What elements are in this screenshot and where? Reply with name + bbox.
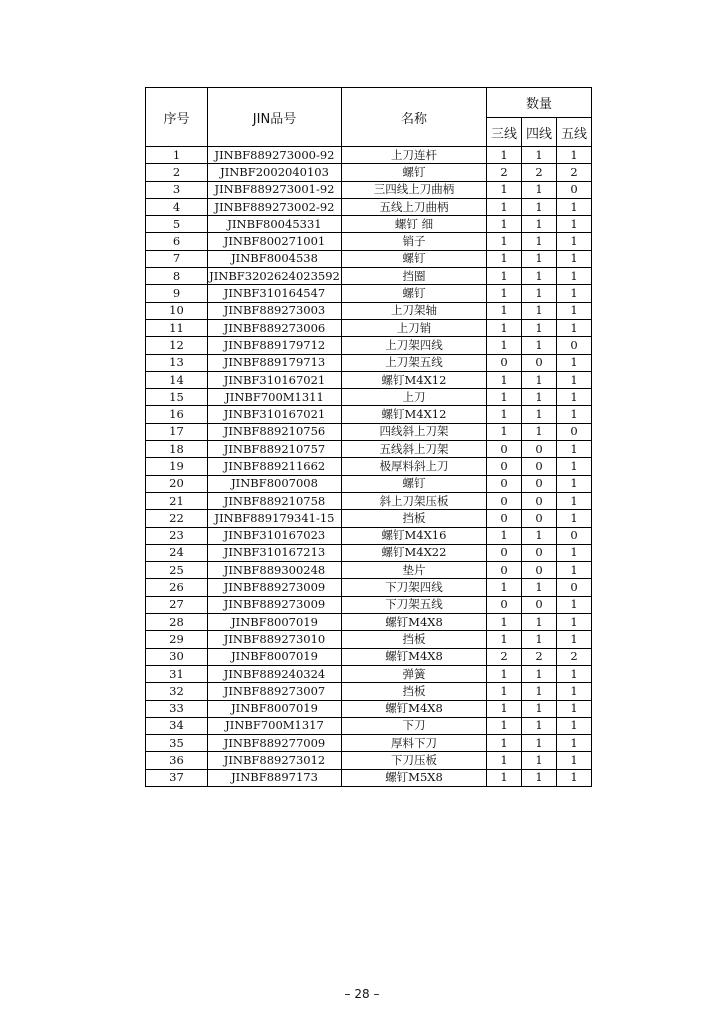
cell-part-no: JINBF889273009 <box>208 596 342 613</box>
cell-qty-five-line: 1 <box>557 717 592 734</box>
table-row <box>146 527 592 544</box>
cell-index: 17 <box>146 423 208 440</box>
cell-qty-three-line: 1 <box>487 631 522 648</box>
cell-qty-four-line: 1 <box>522 181 557 198</box>
cell-qty-five-line: 2 <box>557 164 592 181</box>
cell-part-no: JINBF889210758 <box>208 492 342 509</box>
cell-name: 螺钉M4X8 <box>342 700 487 717</box>
cell-qty-three-line: 1 <box>487 700 522 717</box>
table-row <box>146 423 592 440</box>
header-row-top <box>146 88 592 118</box>
cell-name: 螺钉M4X16 <box>342 527 487 544</box>
cell-qty-five-line: 1 <box>557 631 592 648</box>
cell-name: 四线斜上刀架 <box>342 423 487 440</box>
table-row <box>146 596 592 613</box>
cell-qty-three-line: 0 <box>487 441 522 458</box>
cell-qty-four-line: 0 <box>522 562 557 579</box>
cell-qty-five-line: 1 <box>557 371 592 388</box>
cell-qty-four-line: 1 <box>522 665 557 682</box>
cell-qty-three-line: 1 <box>487 423 522 440</box>
cell-qty-three-line: 0 <box>487 354 522 371</box>
cell-part-no: JINBF8007008 <box>208 475 342 492</box>
cell-name: 上刀架五线 <box>342 354 487 371</box>
cell-name: 上刀销 <box>342 319 487 336</box>
cell-index: 18 <box>146 441 208 458</box>
page-number: – 28 – <box>344 987 380 1001</box>
table-row <box>146 181 592 198</box>
cell-name: 螺钉M4X8 <box>342 614 487 631</box>
cell-qty-five-line: 1 <box>557 198 592 215</box>
table-row <box>146 371 592 388</box>
cell-qty-three-line: 1 <box>487 665 522 682</box>
cell-name: 下刀压板 <box>342 752 487 769</box>
cell-qty-five-line: 2 <box>557 648 592 665</box>
cell-qty-three-line: 1 <box>487 527 522 544</box>
cell-part-no: JINBF8007019 <box>208 648 342 665</box>
table-header <box>146 88 592 147</box>
table-row <box>146 233 592 250</box>
cell-qty-five-line: 1 <box>557 665 592 682</box>
cell-qty-five-line: 1 <box>557 354 592 371</box>
cell-index: 27 <box>146 596 208 613</box>
cell-index: 9 <box>146 285 208 302</box>
cell-qty-five-line: 0 <box>557 579 592 596</box>
cell-qty-five-line: 0 <box>557 423 592 440</box>
cell-qty-five-line: 1 <box>557 268 592 285</box>
cell-index: 15 <box>146 389 208 406</box>
cell-qty-five-line: 1 <box>557 544 592 561</box>
cell-part-no: JINBF889240324 <box>208 665 342 682</box>
cell-qty-three-line: 1 <box>487 406 522 423</box>
cell-part-no: JINBF889210756 <box>208 423 342 440</box>
cell-name: 挡板 <box>342 631 487 648</box>
cell-qty-three-line: 1 <box>487 769 522 786</box>
cell-name: 下刀 <box>342 717 487 734</box>
cell-name: 销子 <box>342 233 487 250</box>
cell-qty-four-line: 1 <box>522 268 557 285</box>
cell-name: 下刀架五线 <box>342 596 487 613</box>
cell-qty-four-line: 1 <box>522 700 557 717</box>
cell-part-no: JINBF8004538 <box>208 250 342 267</box>
cell-name: 挡板 <box>342 683 487 700</box>
cell-qty-five-line: 1 <box>557 458 592 475</box>
cell-name: 上刀架四线 <box>342 337 487 354</box>
cell-name: 上刀 <box>342 389 487 406</box>
cell-index: 12 <box>146 337 208 354</box>
cell-qty-four-line: 1 <box>522 579 557 596</box>
cell-qty-four-line: 0 <box>522 475 557 492</box>
cell-part-no: JINBF889273010 <box>208 631 342 648</box>
cell-part-no: JINBF310164547 <box>208 285 342 302</box>
cell-qty-four-line: 1 <box>522 423 557 440</box>
cell-part-no: JINBF8897173 <box>208 769 342 786</box>
table-row <box>146 492 592 509</box>
table-row <box>146 700 592 717</box>
cell-qty-five-line: 1 <box>557 596 592 613</box>
cell-index: 32 <box>146 683 208 700</box>
cell-index: 35 <box>146 735 208 752</box>
table-row <box>146 769 592 786</box>
cell-qty-four-line: 1 <box>522 406 557 423</box>
table-row <box>146 406 592 423</box>
cell-part-no: JINBF889211662 <box>208 458 342 475</box>
table-row <box>146 735 592 752</box>
cell-name: 螺钉 <box>342 164 487 181</box>
table-row <box>146 579 592 596</box>
cell-qty-five-line: 1 <box>557 441 592 458</box>
table-row <box>146 147 592 164</box>
cell-qty-three-line: 2 <box>487 648 522 665</box>
cell-name: 螺钉M4X12 <box>342 371 487 388</box>
cell-part-no: JINBF8007019 <box>208 614 342 631</box>
cell-qty-five-line: 1 <box>557 285 592 302</box>
table-row <box>146 164 592 181</box>
cell-qty-five-line: 1 <box>557 752 592 769</box>
cell-qty-four-line: 1 <box>522 319 557 336</box>
cell-qty-five-line: 1 <box>557 233 592 250</box>
cell-index: 19 <box>146 458 208 475</box>
cell-qty-three-line: 1 <box>487 389 522 406</box>
table-row <box>146 614 592 631</box>
cell-name: 五线斜上刀架 <box>342 441 487 458</box>
cell-index: 30 <box>146 648 208 665</box>
cell-part-no: JINBF700M1311 <box>208 389 342 406</box>
cell-qty-four-line: 1 <box>522 285 557 302</box>
cell-qty-three-line: 0 <box>487 475 522 492</box>
cell-name: 螺钉 <box>342 475 487 492</box>
cell-qty-three-line: 1 <box>487 717 522 734</box>
table-row <box>146 198 592 215</box>
table-row <box>146 337 592 354</box>
cell-qty-three-line: 2 <box>487 164 522 181</box>
cell-qty-three-line: 1 <box>487 233 522 250</box>
cell-name: 螺钉M4X8 <box>342 648 487 665</box>
cell-qty-four-line: 1 <box>522 302 557 319</box>
header-three-line: 三线 <box>487 118 522 147</box>
cell-part-no: JINBF80045331 <box>208 216 342 233</box>
cell-part-no: JINBF889273006 <box>208 319 342 336</box>
cell-qty-five-line: 1 <box>557 216 592 233</box>
cell-index: 23 <box>146 527 208 544</box>
cell-name: 上刀架轴 <box>342 302 487 319</box>
cell-index: 25 <box>146 562 208 579</box>
cell-qty-four-line: 0 <box>522 354 557 371</box>
cell-index: 4 <box>146 198 208 215</box>
cell-index: 26 <box>146 579 208 596</box>
cell-index: 10 <box>146 302 208 319</box>
cell-qty-four-line: 1 <box>522 198 557 215</box>
cell-qty-four-line: 0 <box>522 544 557 561</box>
cell-part-no: JINBF889179341-15 <box>208 510 342 527</box>
table-row <box>146 562 592 579</box>
cell-qty-four-line: 1 <box>522 631 557 648</box>
cell-index: 2 <box>146 164 208 181</box>
cell-qty-five-line: 1 <box>557 389 592 406</box>
cell-qty-four-line: 1 <box>522 527 557 544</box>
cell-qty-three-line: 1 <box>487 319 522 336</box>
cell-qty-four-line: 0 <box>522 441 557 458</box>
cell-part-no: JINBF889273001-92 <box>208 181 342 198</box>
header-five-line: 五线 <box>557 118 592 147</box>
table-row <box>146 752 592 769</box>
table-row <box>146 354 592 371</box>
cell-name: 斜上刀架压板 <box>342 492 487 509</box>
cell-part-no: JINBF889277009 <box>208 735 342 752</box>
cell-qty-five-line: 1 <box>557 562 592 579</box>
cell-index: 24 <box>146 544 208 561</box>
cell-qty-three-line: 1 <box>487 302 522 319</box>
cell-qty-three-line: 0 <box>487 510 522 527</box>
cell-qty-four-line: 1 <box>522 614 557 631</box>
cell-qty-five-line: 0 <box>557 337 592 354</box>
cell-qty-five-line: 1 <box>557 475 592 492</box>
table-row <box>146 389 592 406</box>
cell-qty-three-line: 0 <box>487 596 522 613</box>
cell-index: 29 <box>146 631 208 648</box>
cell-qty-four-line: 2 <box>522 164 557 181</box>
cell-qty-five-line: 1 <box>557 250 592 267</box>
cell-index: 22 <box>146 510 208 527</box>
cell-part-no: JINBF310167021 <box>208 406 342 423</box>
cell-name: 挡板 <box>342 510 487 527</box>
header-four-line: 四线 <box>522 118 557 147</box>
cell-index: 6 <box>146 233 208 250</box>
cell-qty-four-line: 1 <box>522 769 557 786</box>
cell-qty-three-line: 0 <box>487 458 522 475</box>
cell-part-no: JINBF889273003 <box>208 302 342 319</box>
cell-qty-five-line: 1 <box>557 769 592 786</box>
cell-qty-four-line: 2 <box>522 648 557 665</box>
cell-index: 5 <box>146 216 208 233</box>
cell-qty-four-line: 0 <box>522 596 557 613</box>
table-row <box>146 302 592 319</box>
cell-index: 1 <box>146 147 208 164</box>
cell-qty-three-line: 1 <box>487 683 522 700</box>
table-row <box>146 250 592 267</box>
cell-qty-four-line: 1 <box>522 389 557 406</box>
cell-name: 极厚料斜上刀 <box>342 458 487 475</box>
cell-qty-three-line: 1 <box>487 268 522 285</box>
cell-qty-three-line: 1 <box>487 752 522 769</box>
cell-qty-five-line: 1 <box>557 302 592 319</box>
cell-index: 33 <box>146 700 208 717</box>
cell-index: 11 <box>146 319 208 336</box>
cell-qty-five-line: 1 <box>557 319 592 336</box>
cell-part-no: JINBF3202624023592 <box>208 268 342 285</box>
cell-qty-four-line: 1 <box>522 683 557 700</box>
cell-part-no: JINBF889210757 <box>208 441 342 458</box>
cell-part-no: JINBF889273000-92 <box>208 147 342 164</box>
cell-index: 3 <box>146 181 208 198</box>
cell-index: 13 <box>146 354 208 371</box>
cell-qty-four-line: 1 <box>522 250 557 267</box>
cell-qty-five-line: 1 <box>557 492 592 509</box>
cell-qty-three-line: 1 <box>487 579 522 596</box>
table-row <box>146 216 592 233</box>
table-row <box>146 683 592 700</box>
cell-qty-three-line: 1 <box>487 285 522 302</box>
cell-qty-four-line: 0 <box>522 458 557 475</box>
cell-index: 28 <box>146 614 208 631</box>
cell-qty-three-line: 1 <box>487 216 522 233</box>
cell-part-no: JINBF310167021 <box>208 371 342 388</box>
table-row <box>146 544 592 561</box>
cell-qty-four-line: 1 <box>522 717 557 734</box>
cell-qty-four-line: 1 <box>522 371 557 388</box>
parts-table <box>145 87 592 787</box>
cell-part-no: JINBF889273007 <box>208 683 342 700</box>
cell-name: 下刀架四线 <box>342 579 487 596</box>
cell-part-no: JINBF889179712 <box>208 337 342 354</box>
cell-qty-five-line: 1 <box>557 510 592 527</box>
table-row <box>146 285 592 302</box>
cell-qty-four-line: 1 <box>522 233 557 250</box>
cell-part-no: JINBF310167023 <box>208 527 342 544</box>
cell-index: 37 <box>146 769 208 786</box>
cell-qty-three-line: 1 <box>487 614 522 631</box>
cell-qty-five-line: 1 <box>557 735 592 752</box>
cell-qty-four-line: 1 <box>522 752 557 769</box>
cell-name: 螺钉M5X8 <box>342 769 487 786</box>
table-row <box>146 665 592 682</box>
cell-qty-five-line: 1 <box>557 614 592 631</box>
cell-qty-four-line: 1 <box>522 735 557 752</box>
cell-index: 8 <box>146 268 208 285</box>
cell-qty-four-line: 1 <box>522 147 557 164</box>
cell-qty-three-line: 1 <box>487 337 522 354</box>
cell-qty-five-line: 1 <box>557 406 592 423</box>
cell-name: 厚料下刀 <box>342 735 487 752</box>
cell-qty-three-line: 0 <box>487 492 522 509</box>
cell-part-no: JINBF889300248 <box>208 562 342 579</box>
cell-index: 14 <box>146 371 208 388</box>
cell-part-no: JINBF889179713 <box>208 354 342 371</box>
table-row <box>146 268 592 285</box>
cell-part-no: JINBF889273002-92 <box>208 198 342 215</box>
cell-qty-five-line: 1 <box>557 700 592 717</box>
cell-name: 上刀连杆 <box>342 147 487 164</box>
cell-part-no: JINBF310167213 <box>208 544 342 561</box>
cell-name: 三四线上刀曲柄 <box>342 181 487 198</box>
table-row <box>146 475 592 492</box>
table-row <box>146 319 592 336</box>
table-body <box>146 147 592 787</box>
cell-qty-four-line: 0 <box>522 510 557 527</box>
cell-qty-five-line: 1 <box>557 147 592 164</box>
cell-qty-three-line: 1 <box>487 371 522 388</box>
cell-qty-five-line: 0 <box>557 527 592 544</box>
cell-qty-three-line: 0 <box>487 544 522 561</box>
cell-qty-five-line: 1 <box>557 683 592 700</box>
cell-name: 垫片 <box>342 562 487 579</box>
header-index: 序号 <box>146 88 208 147</box>
cell-qty-five-line: 0 <box>557 181 592 198</box>
table-row <box>146 441 592 458</box>
table-row <box>146 458 592 475</box>
cell-qty-four-line: 0 <box>522 492 557 509</box>
cell-name: 螺钉M4X22 <box>342 544 487 561</box>
cell-index: 16 <box>146 406 208 423</box>
cell-name: 五线上刀曲柄 <box>342 198 487 215</box>
cell-qty-three-line: 1 <box>487 735 522 752</box>
cell-name: 螺钉 <box>342 285 487 302</box>
table-row <box>146 631 592 648</box>
header-part-no: JIN品号 <box>208 88 342 147</box>
cell-part-no: JINBF8007019 <box>208 700 342 717</box>
cell-part-no: JINBF700M1317 <box>208 717 342 734</box>
cell-name: 弹簧 <box>342 665 487 682</box>
table-row <box>146 510 592 527</box>
header-quantity: 数量 <box>487 88 592 118</box>
cell-name: 挡圈 <box>342 268 487 285</box>
cell-qty-four-line: 1 <box>522 216 557 233</box>
cell-qty-three-line: 1 <box>487 181 522 198</box>
cell-index: 31 <box>146 665 208 682</box>
table-row <box>146 717 592 734</box>
cell-part-no: JINBF889273012 <box>208 752 342 769</box>
cell-part-no: JINBF2002040103 <box>208 164 342 181</box>
cell-qty-three-line: 1 <box>487 198 522 215</box>
cell-index: 34 <box>146 717 208 734</box>
cell-name: 螺钉M4X12 <box>342 406 487 423</box>
table-row <box>146 648 592 665</box>
cell-part-no: JINBF889273009 <box>208 579 342 596</box>
cell-qty-three-line: 1 <box>487 147 522 164</box>
cell-name: 螺钉 细 <box>342 216 487 233</box>
cell-qty-three-line: 0 <box>487 562 522 579</box>
cell-index: 36 <box>146 752 208 769</box>
cell-index: 21 <box>146 492 208 509</box>
cell-index: 7 <box>146 250 208 267</box>
cell-index: 20 <box>146 475 208 492</box>
cell-qty-three-line: 1 <box>487 250 522 267</box>
header-name: 名称 <box>342 88 487 147</box>
cell-name: 螺钉 <box>342 250 487 267</box>
cell-part-no: JINBF800271001 <box>208 233 342 250</box>
cell-qty-four-line: 1 <box>522 337 557 354</box>
